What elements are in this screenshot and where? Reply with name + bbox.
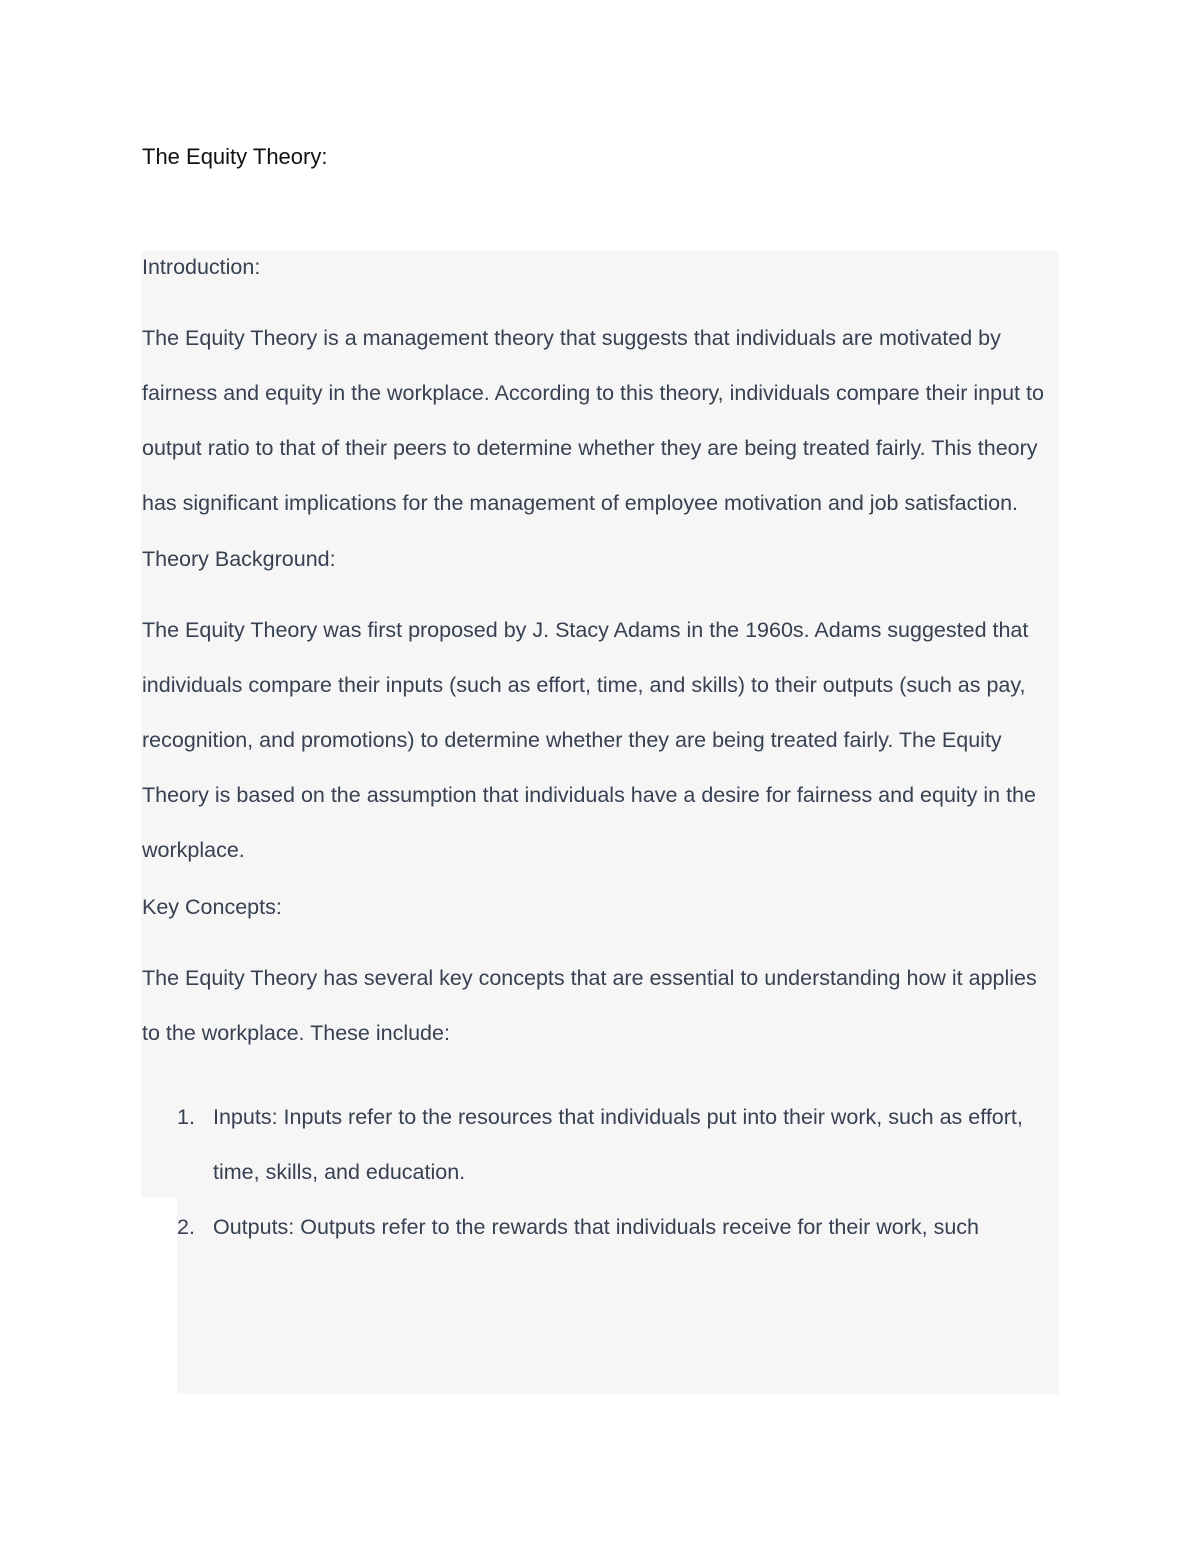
section-paragraph-theory-background: The Equity Theory was first proposed by J. Stacy Adams in the 1960s. Adams suggested that individuals compare their inputs (such as effort, time, and skills) to their outputs (such as pay, recognition, and promotions) to determine whether they are being treated fairly. The Equity Theory is based on the assumption that individuals have a desire for fairness and equity in the workplace.	[142, 618, 1036, 862]
list-item-number: 1.	[177, 1105, 195, 1129]
section-heading-introduction: Introduction:	[142, 255, 261, 279]
section-heading-theory-background: Theory Background:	[142, 547, 336, 571]
list-item-text: Inputs: Inputs refer to the resources that individuals put into their work, such as effort, time, skills, and education.	[213, 1105, 1023, 1184]
list-item	[142, 1200, 1059, 1255]
list-item	[142, 1090, 1059, 1200]
list-item-number: 2.	[177, 1215, 195, 1239]
section-heading-key-concepts: Key Concepts:	[142, 895, 282, 919]
section-paragraph-key-concepts: The Equity Theory has several key concepts that are essential to understanding how it applies to the workplace. These include:	[142, 966, 1037, 1045]
page-title: The Equity Theory:	[142, 144, 328, 169]
document-body	[141, 251, 1059, 1394]
section-paragraph-introduction: The Equity Theory is a management theory that suggests that individuals are motivated by fairness and equity in the workplace. According to this theory, individuals compare their input to output ratio to that of their peers to determine whether they are being treated fairly. This theory has significant implications for the management of employee motivation and job satisfaction.	[142, 326, 1044, 515]
key-concepts-list	[142, 1090, 1059, 1255]
content-text	[142, 251, 1059, 1255]
list-item-text: Outputs: Outputs refer to the rewards that individuals receive for their work, such	[213, 1215, 979, 1239]
